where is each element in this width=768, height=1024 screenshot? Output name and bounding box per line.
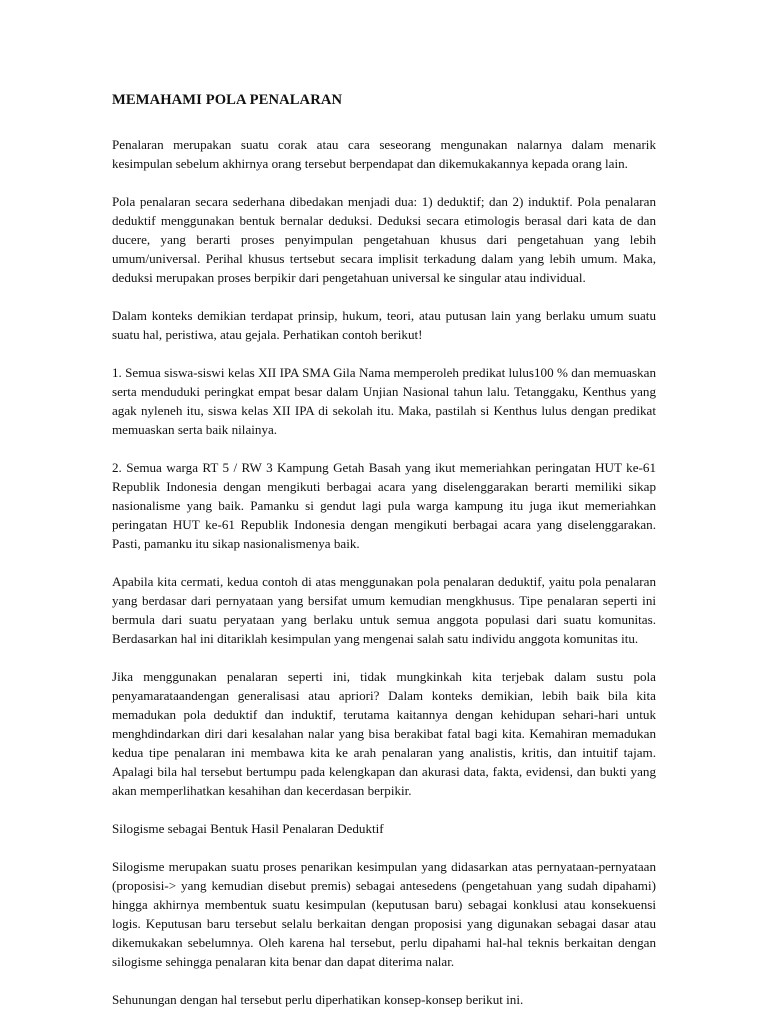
document-body xyxy=(112,91,656,1024)
paragraph: Silogisme merupakan suatu proses penarikan kesimpulan yang didasarkan atas pernyataan-pernyataan (proposisi-> yang kemudian disebut premis) sebagai antesedens (pengetahuan yang sudah dipahami) hingga akhirnya membentuk suatu kesimpulan (keputusan baru) sebagai konklusi atau konsekuensi logis. Keputusan baru tersebut selalu berkaitan dengan proposisi yang digunakan sebagai dasar atau dikemukakan sebelumnya. Oleh karena hal tersebut, perlu dipahami hal-hal teknis berkaitan dengan silogisme sehingga penalaran kita benar dan dapat diterima nalar. xyxy=(112,859,656,969)
section-subheading: Silogisme sebagai Bentuk Hasil Penalaran Deduktif xyxy=(112,821,384,836)
paragraph: Pola penalaran secara sederhana dibedakan menjadi dua: 1) deduktif; dan 2) induktif. Pola penalaran deduktif menggunakan bentuk bernalar deduksi. Deduksi secara etimologis berasal dari kata de dan ducere, yang berarti proses penyimpulan pengetahuan khusus dari pengetahuan yang lebih umum/universal. Perihal khusus tertsebut secara implisit terkadung dalam yang lebih umum. Maka, deduksi merupakan proses berpikir dari pengetahuan universal ke singular atau individual. xyxy=(112,194,656,285)
paragraph: Jika menggunakan penalaran seperti ini, tidak mungkinkah kita terjebak dalam sustu pola penyamarataandengan generalisasi atau apriori? Dalam konteks demikian, lebih baik bila kita memadukan pola deduktif dan induktif, terutama kaitannya dengan kehidupan sehari-hari untuk menghdindarkan diri dari kesalahan nalar yang bisa berakibat fatal bagi kita. Kemahiran memadukan kedua tipe penalaran ini membawa kita ke arah penalaran yang analistis, kritis, dan intuitif tajam. Apalagi bila hal tersebut bertumpu pada kelengkapan dan akurasi data, fakta, evidensi, dan bukti yang akan memperlihatkan kesahihan dan kecerdasan berpikir. xyxy=(112,669,656,798)
document-title: MEMAHAMI POLA PENALARAN xyxy=(112,92,343,108)
paragraph: Dalam konteks demikian terdapat prinsip, hukum, teori, atau putusan lain yang berlaku umum suatu suatu hal, peristiwa, atau gejala. Perhatikan contoh berikut! xyxy=(112,308,656,342)
paragraph: Sehunungan dengan hal tersebut perlu diperhatikan konsep-konsep berikut ini. xyxy=(112,992,524,1007)
paragraph: 1. Semua siswa-siswi kelas XII IPA SMA Gila Nama memperoleh predikat lulus100 % dan memuaskan serta menduduki peringkat empat besar dalam Unjian Nasional tahun lalu. Tetanggaku, Kenthus yang agak nyleneh itu, siswa kelas XII IPA di sekolah itu. Maka, pastilah si Kenthus lulus dengan predikat memuaskan serta baik nilainya. xyxy=(112,365,656,437)
paragraph: 2. Semua warga RT 5 / RW 3 Kampung Getah Basah yang ikut memeriahkan peringatan HUT ke-61 Republik Indonesia dengan mengikuti berbagai acara yang diselenggarakan berarti memiliki sikap nasionalisme yang baik. Pamanku si gendut lagi pula warga kampung itu juga ikut memeriahkan peringatan HUT ke-61 Republik Indonesia dengan mengikuti berbagai acara yang diselenggarakan. Pasti, pamanku itu sikap nasionalismenya baik. xyxy=(112,460,656,551)
paragraph: Penalaran merupakan suatu corak atau cara seseorang mengunakan nalarnya dalam menarik kesimpulan sebelum akhirnya orang tersebut berpendapat dan dikemukakannya kepada orang lain. xyxy=(112,137,656,171)
paragraph: Apabila kita cermati, kedua contoh di atas menggunakan pola penalaran deduktif, yaitu pola penalaran yang berdasar dari pernyataan yang bersifat umum kemudian mengkhusus. Tipe penalaran seperti ini bermula dari suatu peryataan yang berlaku untuk semua anggota populasi dari suatu komunitas. Berdasarkan hal ini ditariklah kesimpulan yang mengenai salah satu individu anggota komunitas itu. xyxy=(112,574,656,646)
